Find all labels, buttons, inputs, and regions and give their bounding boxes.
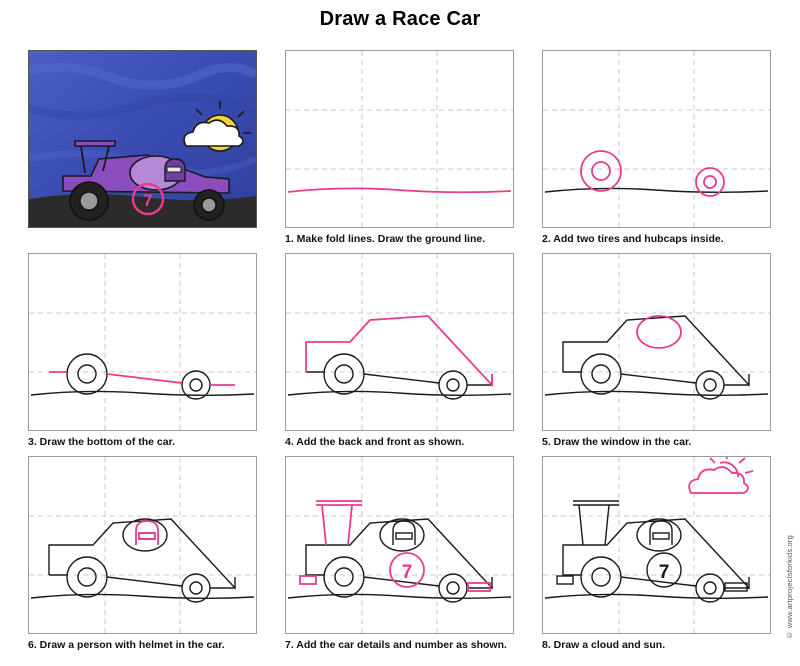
cell-step4	[285, 253, 514, 449]
cell-step5	[542, 253, 771, 449]
car-bottom-line	[49, 372, 235, 385]
finished-drawing-svg	[29, 51, 256, 227]
car-bottom-line	[306, 372, 492, 385]
ground-line	[288, 188, 511, 192]
step6-panel	[28, 456, 257, 634]
car-outline	[49, 519, 235, 602]
step4-panel	[285, 253, 514, 431]
step6-caption: 6. Draw a person with helmet in the car.	[28, 639, 225, 651]
ground-line	[31, 391, 254, 395]
ground-line	[545, 594, 768, 598]
svg-text:7: 7	[143, 191, 153, 210]
cloud-and-sun	[689, 457, 753, 493]
step6-svg	[29, 457, 256, 633]
cell-step3	[28, 253, 257, 449]
step1-svg	[286, 51, 513, 227]
step7-caption: 7. Add the car details and number as shown.	[285, 639, 507, 651]
step8-caption: 8. Draw a cloud and sun.	[542, 639, 666, 651]
driver-with-helmet	[136, 521, 158, 545]
car-number: 7	[401, 562, 413, 583]
cell-step8	[542, 456, 771, 652]
step8-panel	[542, 456, 771, 634]
cell-step2	[542, 50, 771, 246]
cell-step1	[285, 50, 514, 246]
car-outline	[563, 316, 749, 399]
step7-svg	[286, 457, 513, 633]
step7-panel	[285, 456, 514, 634]
ground-line	[545, 188, 768, 192]
step2-panel	[542, 50, 771, 228]
fold-lines	[29, 254, 256, 430]
fold-lines	[286, 51, 513, 227]
back-and-front-lines	[306, 316, 492, 385]
fold-lines	[543, 51, 770, 227]
step2-caption: 2. Add two tires and hubcaps inside.	[542, 233, 724, 245]
cell-step7	[285, 456, 514, 652]
ground-line	[288, 594, 511, 598]
step4-caption: 4. Add the back and front as shown.	[285, 436, 465, 448]
cell-step6	[28, 456, 257, 652]
step1-panel	[285, 50, 514, 228]
step2-svg	[543, 51, 770, 227]
step8-svg	[543, 457, 770, 633]
ground-line	[545, 391, 768, 395]
page-title: Draw a Race Car	[319, 8, 481, 30]
step1-caption: 1. Make fold lines. Draw the ground line.	[285, 233, 486, 245]
step3-svg	[29, 254, 256, 430]
car-number: 7	[658, 562, 670, 583]
credit-text: © www.artprojectsforkids.org	[785, 535, 794, 640]
finished-drawing-panel	[28, 50, 257, 228]
step5-caption: 5. Draw the window in the car.	[542, 436, 692, 448]
step3-caption: 3. Draw the bottom of the car.	[28, 436, 176, 448]
step5-svg	[543, 254, 770, 430]
cell-photo	[28, 50, 257, 228]
car-outline	[306, 519, 492, 602]
step5-panel	[542, 253, 771, 431]
ground-line	[288, 391, 511, 395]
step4-svg	[286, 254, 513, 430]
ground-line	[31, 594, 254, 598]
steps-grid	[28, 50, 772, 650]
step3-panel	[28, 253, 257, 431]
window-shape	[637, 316, 681, 348]
